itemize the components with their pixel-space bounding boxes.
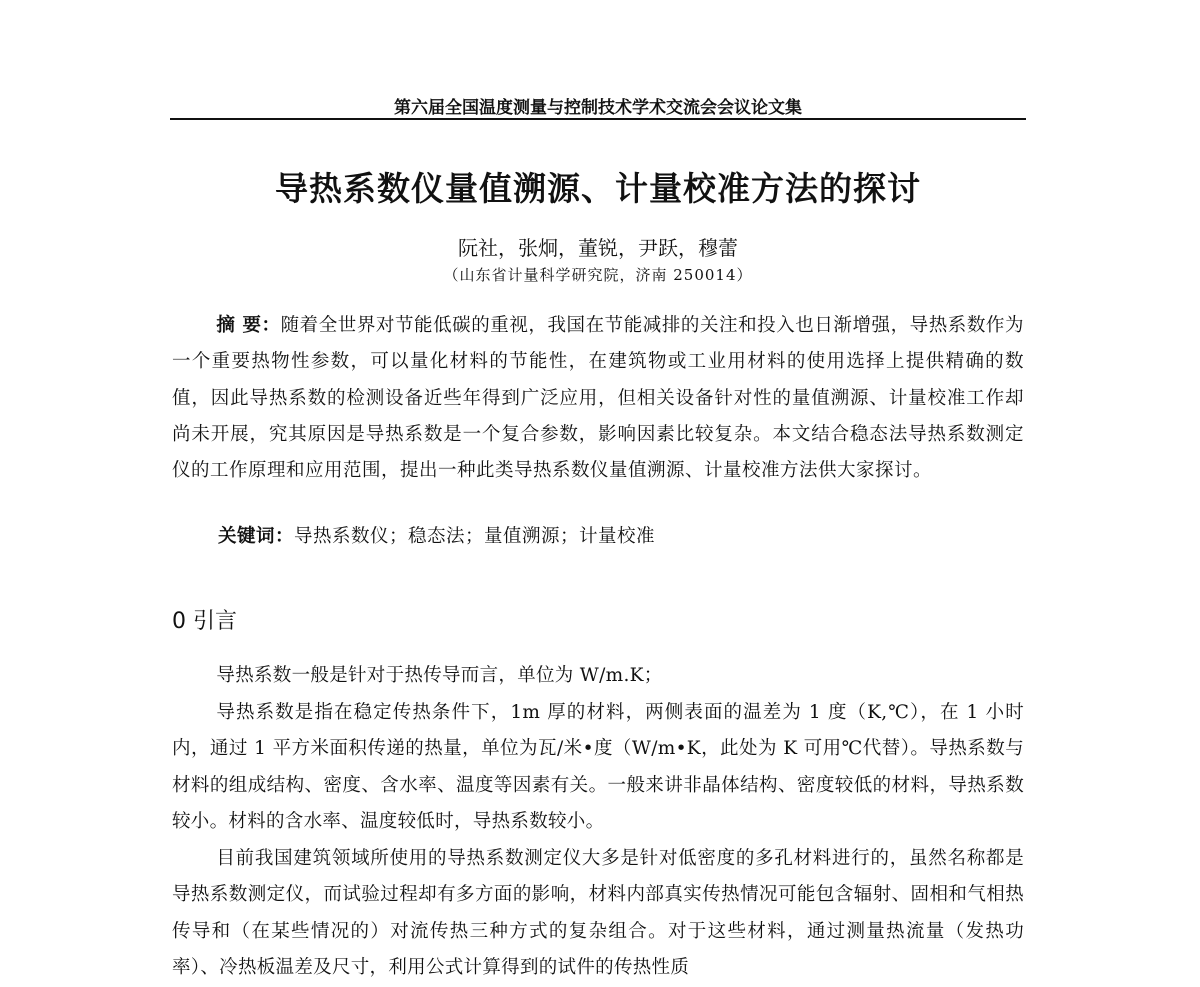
section-title: 引言 [193,609,238,634]
keywords-label: 关键词： [218,526,295,547]
running-head: 第六届全国温度测量与控制技术学术交流会会议论文集 [394,98,802,118]
abstract [172,308,1024,489]
keywords [218,522,655,548]
paragraph: 导热系数一般是针对于热传导而言，单位为 W/m.K； [216,665,663,686]
affiliation: （山东省计量科学研究院，济南 250014） [443,266,753,284]
abstract-label: 摘 要： [216,315,281,336]
section-heading [172,604,237,635]
abstract-text: 随着全世界对节能低碳的重视，我国在节能减排的关注和投入也日渐增强，导热系数作为一个重要热物性参数，可以量化材料的节能性，在建筑物或工业用材料的使用选择上提供精确的数值，因此导热系数的检测设备近些年得到广泛应用，但相关设备针对性的量值溯源、计量校准工作却尚未开展，究其原因是导热系数是一个复合参数，影响因素比较复杂。本文结合稳态法导热系数测定仪的工作原理和应用范围，提出一种此类导热系数仪量值溯源、计量校准方法供大家探讨。 [172,315,1024,482]
body-text [172,658,1024,987]
paragraph: 导热系数是指在稳定传热条件下，1m 厚的材料，两侧表面的温差为 1 度（K,℃），在 1 小时内，通过 1 平方米面积传递的热量，单位为瓦/米•度（W/m•K，此处为 K 可用℃代替）。导热系数与材料的组成结构、密度、含水率、温度等因素有关。一般来讲非晶体结构、密度较低的材料，导热系数较小。材料的含水率、温度较低时，导热系数较小。 [172,701,1024,832]
keywords-text: 导热系数仪；稳态法；量值溯源；计量校准 [294,526,656,547]
paragraph: 目前我国建筑领域所使用的导热系数测定仪大多是针对低密度的多孔材料进行的，虽然名称都是导热系数测定仪，而试验过程却有多方面的影响，材料内部真实传热情况可能包含辐射、固相和气相热传导和（在某些情况的）对流传热三种方式的复杂组合。对于这些材料，通过测量热流量（发热功率）、冷热板温差及尺寸，利用公式计算得到的试件的传热性质 [172,847,1024,978]
authors: 阮社，张炯，董锐，尹跃，穆蕾 [458,236,738,260]
paper-title: 导热系数仪量值溯源、计量校准方法的探讨 [275,169,921,208]
section-number: 0 [172,609,186,634]
header-rule [170,118,1026,120]
